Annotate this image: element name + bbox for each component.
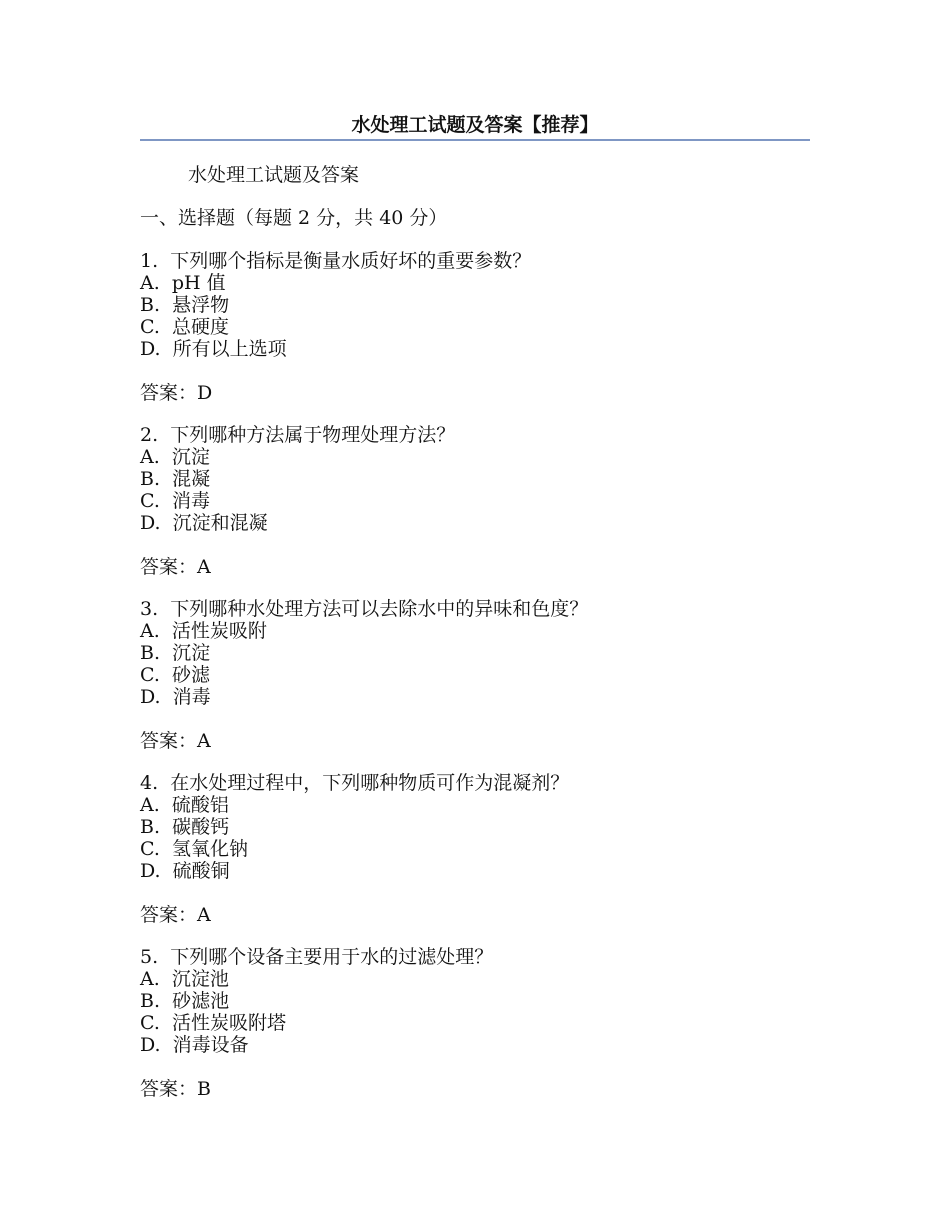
question-1 [140,250,820,424]
option-b: B. 沉淀 [140,642,211,664]
option-a: A. 活性炭吸附 [140,620,267,642]
question-stem: 5. 下列哪个设备主要用于水的过滤处理？ [140,946,494,968]
question-stem: 1. 下列哪个指标是衡量水质好坏的重要参数？ [140,250,532,272]
option-a: A. 硫酸铝 [140,794,229,816]
option-c: C. 消毒 [140,490,210,512]
option-list [140,968,820,1056]
option-b: B. 悬浮物 [140,294,230,316]
option-list [140,620,820,708]
question-stem: 3. 下列哪种水处理方法可以去除水中的异味和色度？ [140,598,589,620]
option-c: C. 氢氧化钠 [140,838,248,860]
option-list [140,272,820,360]
question-5 [140,946,820,1120]
section-heading: 一、选择题（每题 2 分，共 40 分） [140,207,448,229]
answer-line: 答案：A [140,556,211,578]
option-list [140,446,820,534]
answer-line: 答案：D [140,382,213,404]
question-3 [140,598,820,772]
option-b: B. 碳酸钙 [140,816,230,838]
option-a: A. pH 值 [140,272,226,294]
option-a: A. 沉淀池 [140,968,229,990]
question-stem: 4. 在水处理过程中，下列哪种物质可作为混凝剂？ [140,772,570,794]
title-underline [140,139,810,141]
option-d: D. 消毒 [140,686,211,708]
option-b: B. 混凝 [140,468,211,490]
option-a: A. 沉淀 [140,446,210,468]
option-d: D. 沉淀和混凝 [140,512,268,534]
option-c: C. 活性炭吸附塔 [140,1012,286,1034]
option-d: D. 所有以上选项 [140,338,287,360]
option-c: C. 砂滤 [140,664,210,686]
option-c: C. 总硬度 [140,316,229,338]
answer-line: 答案：A [140,730,211,752]
option-list [140,794,820,882]
document-subtitle: 水处理工试题及答案 [188,164,360,186]
question-4 [140,772,820,946]
question-stem: 2. 下列哪种方法属于物理处理方法？ [140,424,456,446]
answer-line: 答案：A [140,904,211,926]
option-b: B. 砂滤池 [140,990,230,1012]
option-d: D. 硫酸铜 [140,860,230,882]
question-2 [140,424,820,598]
option-d: D. 消毒设备 [140,1034,249,1056]
document-title: 水处理工试题及答案【推荐】 [351,114,599,136]
answer-line: 答案：B [140,1078,211,1100]
question-list [140,250,820,1120]
